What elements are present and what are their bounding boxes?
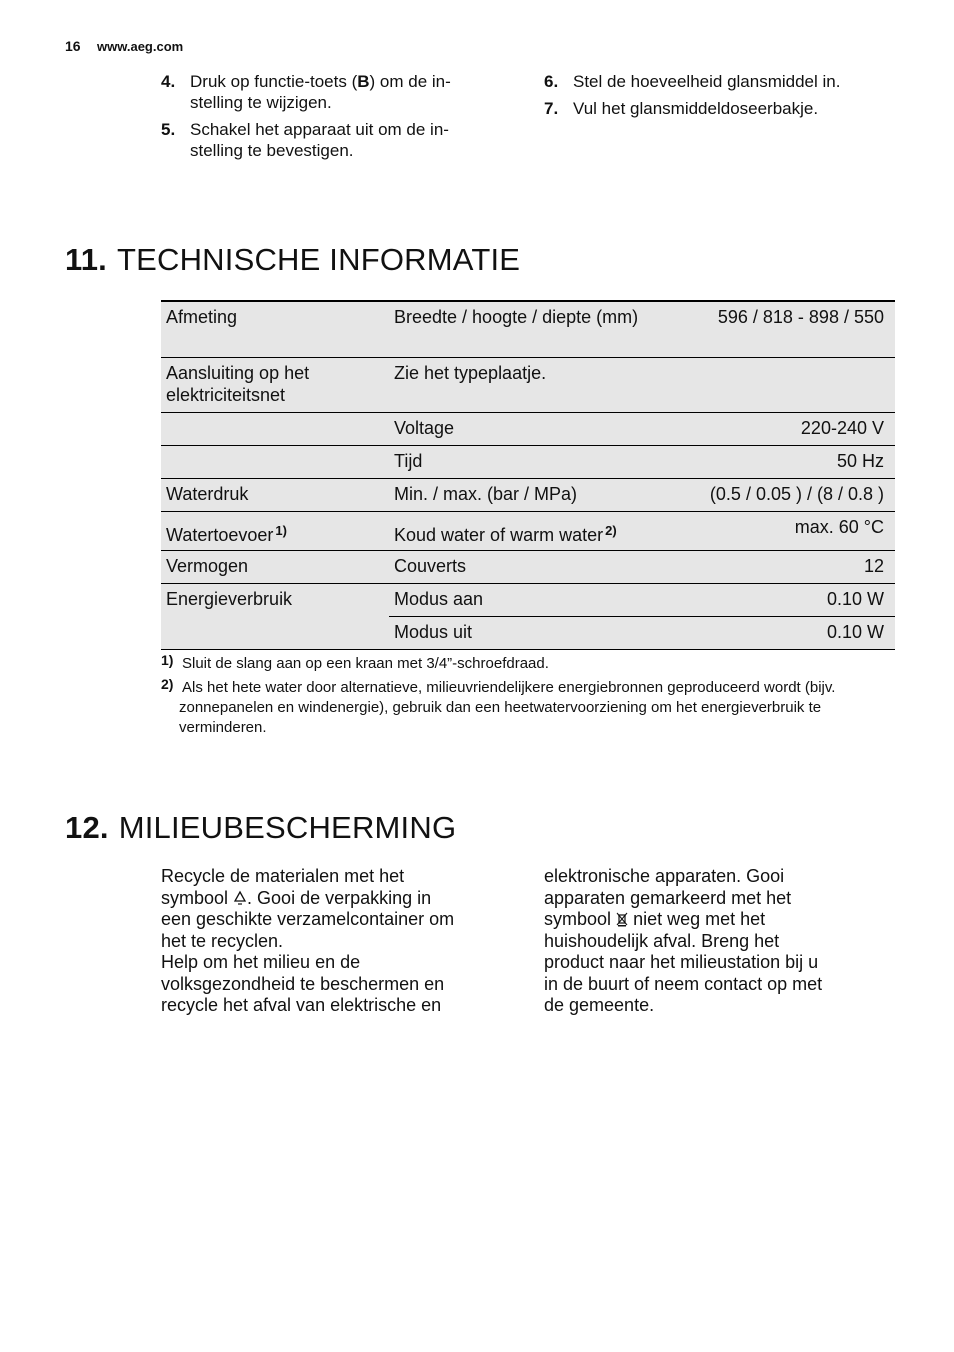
footnote-mark: 2) — [161, 676, 174, 692]
text-line: een geschikte verzamelcontainer om — [161, 909, 455, 929]
step-text-part: Druk op functie-toets ( — [190, 72, 358, 91]
spec-value: 0.10 W — [689, 583, 895, 616]
spec-label-text: Watertoevoer — [166, 524, 274, 545]
spec-property: Couverts — [389, 550, 689, 583]
table-row — [161, 412, 895, 445]
step-number: 7. — [544, 99, 559, 118]
footnote-ref: 1) — [275, 522, 287, 538]
footnote-text: Sluit de slang aan op een kraan met 3/4”-schroefdraad. — [182, 655, 549, 672]
section-11-heading — [65, 242, 520, 278]
section-12-heading — [65, 810, 456, 846]
step-number: 4. — [161, 72, 176, 91]
step-text: Stel de hoeveelheid glansmiddel in. — [573, 72, 841, 91]
text-line: elektronische apparaten. Gooi — [544, 866, 785, 886]
text-line: product naar het milieustation bij u — [544, 952, 819, 972]
spec-property: Modus aan — [389, 583, 689, 616]
text-line: huishoudelijk afval. Breng het — [544, 930, 780, 951]
footnote-mark: 1) — [161, 652, 174, 668]
spec-property: Voltage — [389, 412, 689, 445]
text-line: Help om het milieu en de — [161, 952, 361, 972]
spec-property: Min. / max. (bar / MPa) — [389, 478, 689, 511]
section-number: 12. — [65, 810, 109, 845]
footnote-1 — [161, 654, 901, 674]
spec-label: Afmeting — [161, 301, 389, 357]
spec-value: (0.5 / 0.05 ) / (8 / 0.8 ) — [689, 478, 895, 511]
site-url: www.aeg.com — [97, 39, 184, 54]
footnote-2 — [161, 678, 901, 738]
text-line: . Gooi de verpakking in — [247, 887, 432, 908]
spec-property: Zie het typeplaatje. — [389, 357, 689, 412]
page-header — [65, 38, 183, 54]
table-row — [161, 357, 895, 412]
spec-value — [689, 357, 895, 412]
step-text-part: stelling te bevestigen. — [190, 141, 354, 160]
table-row — [161, 583, 895, 616]
table-row — [161, 550, 895, 583]
spec-label: Waterdruk — [161, 478, 389, 511]
env-text-right — [544, 866, 894, 1017]
table-row — [161, 301, 895, 357]
spec-label: Vermogen — [161, 550, 389, 583]
table-row — [161, 511, 895, 550]
spec-property-text: Koud water of warm water — [394, 524, 604, 545]
spec-value: 50 Hz — [689, 445, 895, 478]
text-line: recycle het afval van elektrische en — [161, 995, 442, 1015]
text-line: volksgezondheid te beschermen en — [161, 973, 445, 994]
step-text-part: Schakel het apparaat uit om de in- — [190, 120, 449, 139]
spec-property: Breedte / hoogte / diepte (mm) — [389, 301, 689, 357]
footnotes — [161, 654, 901, 738]
step-text-part: ) om de in- — [369, 72, 451, 91]
step-number: 6. — [544, 72, 559, 91]
text-line: symbool — [161, 887, 229, 908]
spec-label — [161, 445, 389, 478]
spec-table — [161, 300, 895, 650]
table-row — [161, 445, 895, 478]
step-text — [190, 71, 505, 113]
spec-label: Aansluiting op het elektriciteitsnet — [161, 357, 389, 412]
crossed-bin-icon — [616, 911, 628, 927]
text-line: apparaten gemarkeerd met het — [544, 887, 792, 908]
text-line: Recycle de materialen met het — [161, 866, 405, 886]
spec-label: Energieverbruik — [161, 583, 389, 649]
text-line: symbool — [544, 909, 612, 929]
section-number: 11. — [65, 242, 107, 277]
step-text: Vul het glansmiddeldoseerbakje. — [573, 99, 819, 118]
spec-value: 220-240 V — [689, 412, 895, 445]
spec-label — [161, 412, 389, 445]
spec-value: 0.10 W — [689, 616, 895, 649]
page-number: 16 — [65, 38, 81, 54]
step-text-part: stelling te wijzigen. — [190, 93, 332, 112]
footnote-ref: 2) — [605, 522, 617, 538]
function-key-label: B — [357, 72, 370, 91]
spec-value: 12 — [689, 550, 895, 583]
spec-property: Modus uit — [389, 616, 689, 649]
text-line: de gemeente. — [544, 995, 655, 1015]
spec-value: 596 / 818 - 898 / 550 — [689, 301, 895, 357]
footnote-text: Als het hete water door alternatieve, milieuvriendelijkere energiebronnen geproduceerd wordt (bijv. zonnepanelen en windenergie), gebruik dan een heetwatervoorziening om het energieverbruik te verminderen. — [179, 679, 836, 736]
spec-value: max. 60 °C — [689, 511, 895, 550]
section-title: MILIEUBESCHERMING — [118, 810, 457, 845]
recycle-icon — [233, 890, 247, 906]
spec-property: Tijd — [389, 445, 689, 478]
text-line: niet weg met het — [633, 909, 766, 929]
text-line: in de buurt of neem contact op met — [544, 973, 823, 994]
step-text — [190, 119, 505, 161]
table-row — [161, 478, 895, 511]
section-title: TECHNISCHE INFORMATIE — [116, 242, 521, 277]
step-number: 5. — [161, 120, 176, 139]
spec-property — [389, 511, 689, 550]
spec-label — [161, 511, 389, 550]
env-text-left — [161, 866, 491, 1017]
text-line: het te recyclen. — [161, 930, 284, 951]
